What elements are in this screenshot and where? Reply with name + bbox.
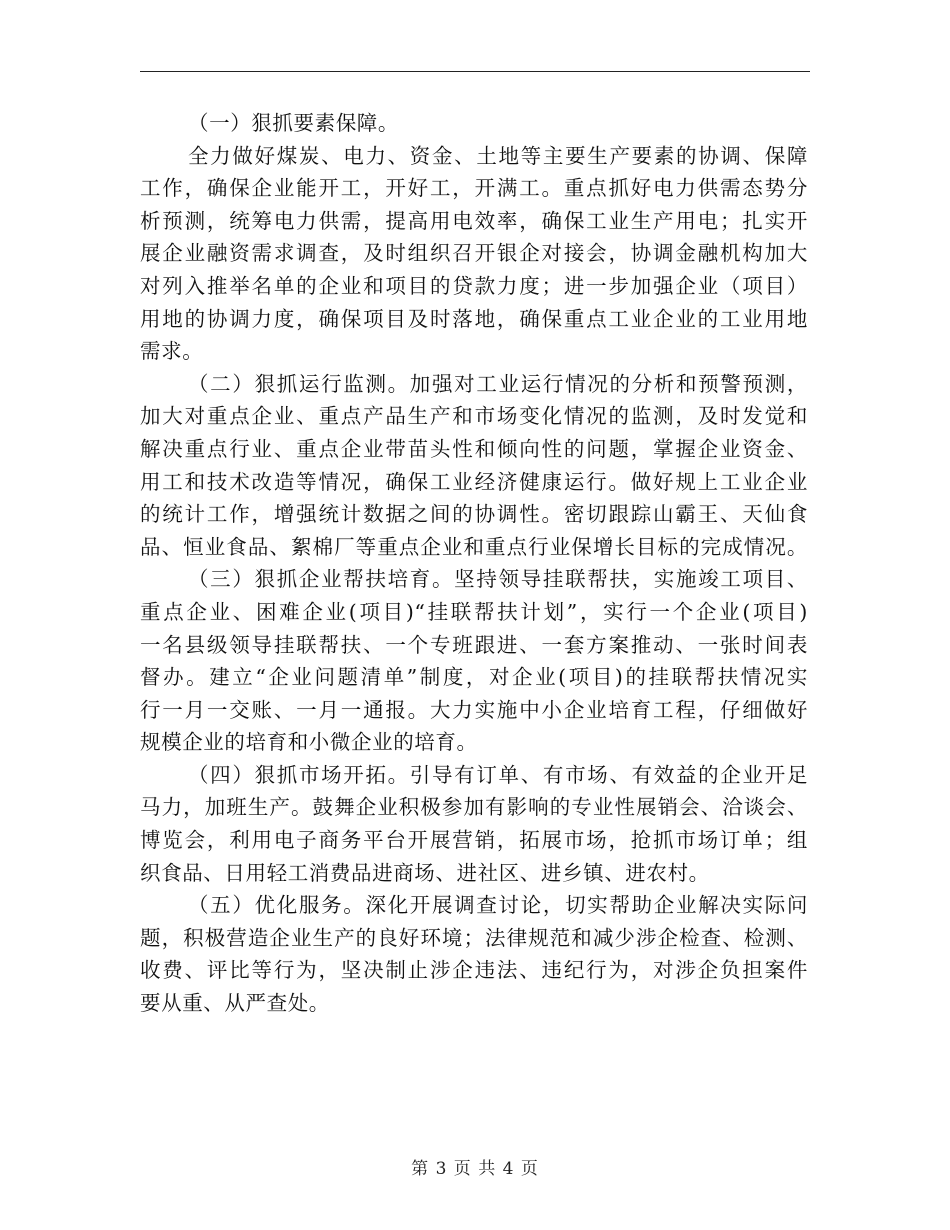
text-line: 加大对重点企业、重点产品生产和市场变化情况的监测，及时发觉和 bbox=[140, 404, 808, 429]
text-line: 用工和技术改造等情况，确保工业经济健康运行。做好规上工业企业 bbox=[140, 469, 808, 494]
text-line: 织食品、日用轻工消费品进商场、进社区、进乡镇、进农村。 bbox=[140, 860, 710, 885]
page-footer: 第 3 页 共 4 页 bbox=[411, 1159, 539, 1179]
text-line: （一）狠抓要素保障。 bbox=[188, 111, 399, 135]
text-line: 的统计工作，增强统计数据之间的协调性。密切跟踪山霸王、天仙食 bbox=[140, 502, 808, 527]
text-line: 展企业融资需求调查，及时组织召开银企对接会，协调金融机构加大 bbox=[140, 241, 808, 266]
text-line: 题，积极营造企业生产的良好环境；法律规范和减少涉企检查、检测、 bbox=[140, 925, 808, 950]
text-line: （三）狠抓企业帮扶培育。坚持领导挂联帮扶，实施竣工项目、 bbox=[188, 567, 808, 592]
text-line: 析预测，统筹电力供需，提高用电效率，确保工业生产用电；扎实开 bbox=[140, 208, 808, 233]
text-line: 收费、评比等行为，坚决制止涉企违法、违纪行为，对涉企负担案件 bbox=[140, 958, 808, 983]
text-line: （二）狠抓运行监测。加强对工业运行情况的分析和预警预测， bbox=[188, 371, 808, 396]
text-line: 工作，确保企业能开工，开好工，开满工。重点抓好电力供需态势分 bbox=[140, 176, 808, 201]
text-line: 重点企业、困难企业(项目)“挂联帮扶计划”，实行一个企业(项目) bbox=[140, 599, 808, 624]
text-line: 督办。建立“企业问题清单”制度，对企业(项目)的挂联帮扶情况实 bbox=[140, 665, 808, 690]
header-rule bbox=[140, 71, 810, 72]
text-line: 规模企业的培育和小微企业的培育。 bbox=[140, 730, 478, 755]
text-line: 马力，加班生产。鼓舞企业积极参加有影响的专业性展销会、洽谈会、 bbox=[140, 795, 808, 820]
text-line: （四）狠抓市场开拓。引导有订单、有市场、有效益的企业开足 bbox=[188, 762, 808, 787]
text-line: 用地的协调力度，确保项目及时落地，确保重点工业企业的工业用地 bbox=[140, 306, 808, 331]
text-line: 要从重、从严查处。 bbox=[140, 991, 330, 1016]
text-line: （五）优化服务。深化开展调查讨论，切实帮助企业解决实际问 bbox=[188, 893, 808, 918]
body-text bbox=[140, 107, 808, 1020]
text-line: 解决重点行业、重点企业带苗头性和倾向性的问题，掌握企业资金、 bbox=[140, 436, 808, 461]
text-line: 需求。 bbox=[140, 339, 204, 364]
text-line: 全力做好煤炭、电力、资金、土地等主要生产要素的协调、保障 bbox=[188, 143, 808, 168]
text-line: 对列入推举名单的企业和项目的贷款力度；进一步加强企业（项目） bbox=[140, 273, 808, 298]
text-line: 品、恒业食品、絮棉厂等重点企业和重点行业保增长目标的完成情况。 bbox=[140, 534, 808, 559]
text-line: 博览会，利用电子商务平台开展营销，拓展市场，抢抓市场订单；组 bbox=[140, 828, 808, 853]
text-line: 一名县级领导挂联帮扶、一个专班跟进、一套方案推动、一张时间表 bbox=[140, 632, 808, 657]
text-line: 行一月一交账、一月一通报。大力实施中小企业培育工程，仔细做好 bbox=[140, 697, 808, 722]
